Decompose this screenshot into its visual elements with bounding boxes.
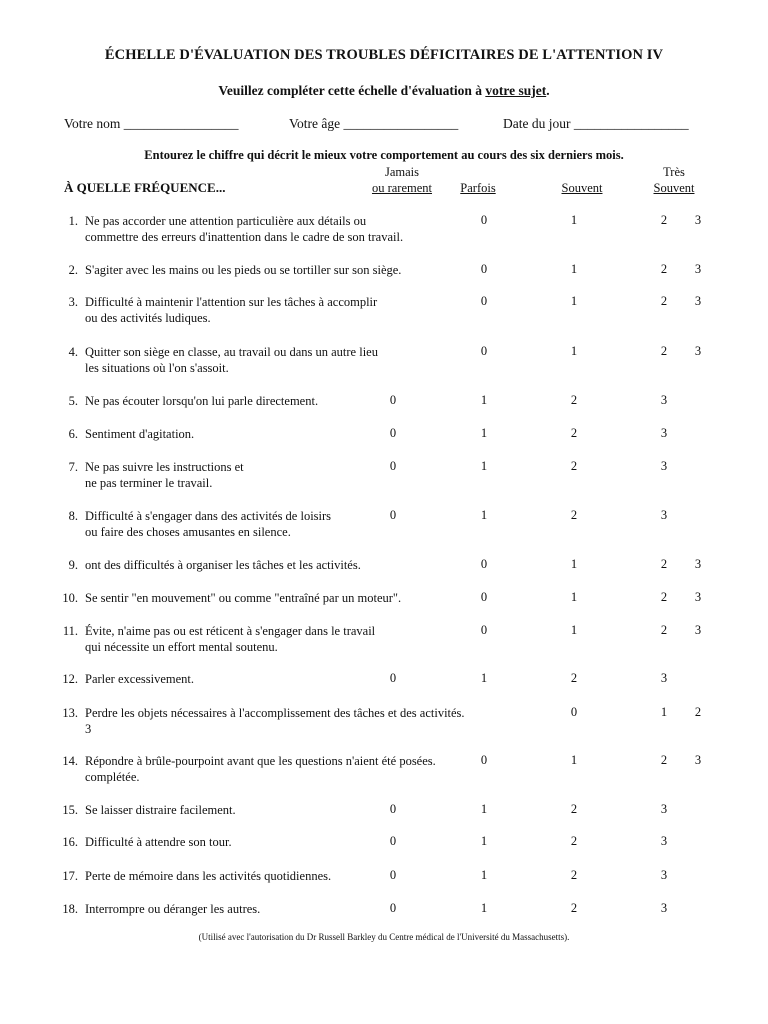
score-option-3[interactable]: 3	[694, 753, 702, 767]
item-number: 18.	[62, 902, 78, 916]
score-option-1[interactable]: 1	[570, 294, 578, 308]
column-header-very-often-top: Très	[663, 165, 685, 179]
score-option-2[interactable]: 2	[694, 705, 702, 719]
column-header-never-top: Jamais	[384, 165, 420, 179]
score-option-1[interactable]: 1	[480, 671, 488, 685]
score-option-1[interactable]: 1	[480, 802, 488, 816]
score-option-3[interactable]: 3	[660, 426, 668, 440]
column-header-very-often-bottom: Souvent	[653, 181, 695, 195]
score-option-2[interactable]: 2	[660, 344, 668, 358]
item-number: 9.	[68, 558, 78, 572]
score-option-0[interactable]: 0	[480, 213, 488, 227]
item-number: 12.	[62, 672, 78, 686]
item-number: 11.	[62, 624, 78, 638]
date-field[interactable]: Date du jour _________________	[503, 116, 689, 131]
item-text-line-2: ou faire des choses amusantes en silence.	[85, 525, 291, 539]
score-option-1[interactable]: 1	[570, 557, 578, 571]
item-text	[85, 868, 331, 884]
score-option-2[interactable]: 2	[570, 393, 578, 407]
score-option-3[interactable]: 3	[694, 623, 702, 637]
item-text-line-2: complétée.	[85, 770, 140, 784]
item-text-line-1: Sentiment d'agitation.	[85, 427, 195, 441]
item-text-line-1: Perte de mémoire dans les activités quotidiennes.	[85, 869, 332, 883]
score-option-1[interactable]: 1	[480, 901, 488, 915]
column-header-sometimes	[448, 180, 508, 196]
score-option-3[interactable]: 3	[694, 590, 702, 604]
score-option-3[interactable]: 3	[660, 802, 668, 816]
item-text-line-1: Se laisser distraire facilement.	[85, 803, 236, 817]
column-header-very-often	[642, 164, 706, 196]
item-text-line-2: qui nécessite un effort mental soutenu.	[85, 640, 278, 654]
instructions: Entourez le chiffre qui décrit le mieux votre comportement au cours des six derniers mois.	[144, 148, 624, 162]
subtitle-suffix: .	[546, 83, 550, 98]
subtitle-underlined: votre sujet	[485, 83, 547, 98]
score-option-3[interactable]: 3	[660, 834, 668, 848]
column-header-never-bottom: ou rarement	[371, 181, 433, 195]
score-option-2[interactable]: 2	[570, 834, 578, 848]
item-number: 5.	[68, 394, 78, 408]
item-number: 8.	[68, 509, 78, 523]
item-number: 15.	[62, 803, 78, 817]
item-number: 3.	[68, 295, 78, 309]
score-option-0[interactable]: 0	[480, 557, 488, 571]
score-option-3[interactable]: 3	[694, 294, 702, 308]
item-text-line-2: ou des activités ludiques.	[85, 311, 211, 325]
item-text	[85, 294, 377, 326]
score-option-0[interactable]: 0	[480, 623, 488, 637]
score-option-2[interactable]: 2	[660, 262, 668, 276]
score-option-0[interactable]: 0	[480, 590, 488, 604]
item-text	[85, 753, 436, 785]
item-text	[85, 426, 194, 442]
item-text	[85, 834, 232, 850]
score-option-0[interactable]: 0	[480, 344, 488, 358]
item-text	[85, 213, 403, 245]
score-option-1[interactable]: 1	[570, 753, 578, 767]
item-number: 2.	[68, 263, 78, 277]
item-text-line-1: Difficulté à s'engager dans des activités de loisirs	[85, 509, 332, 523]
item-text-line-2: ne pas terminer le travail.	[85, 476, 213, 490]
score-option-0[interactable]: 0	[570, 705, 578, 719]
score-option-1[interactable]: 1	[570, 590, 578, 604]
item-text	[85, 262, 401, 278]
age-field[interactable]: Votre âge _________________	[289, 116, 459, 131]
score-option-0[interactable]: 0	[389, 508, 397, 522]
score-option-0[interactable]: 0	[389, 834, 397, 848]
item-text-line-1: Quitter son siège en classe, au travail ou dans un autre lieu	[85, 345, 378, 359]
item-text-line-1: Ne pas écouter lorsqu'on lui parle directement.	[85, 394, 319, 408]
item-text-line-1: Répondre à brûle-pourpoint avant que les questions n'aient été posées.	[85, 754, 436, 768]
item-text-line-2: les situations où l'on s'assoit.	[85, 361, 229, 375]
item-text-line-2: 3	[85, 722, 92, 736]
item-number: 10.	[62, 591, 78, 605]
score-option-3[interactable]: 3	[660, 508, 668, 522]
score-option-2[interactable]: 2	[660, 623, 668, 637]
score-option-3[interactable]: 3	[660, 459, 668, 473]
score-option-3[interactable]: 3	[694, 213, 702, 227]
score-option-1[interactable]: 1	[480, 508, 488, 522]
item-text	[85, 344, 378, 376]
item-number: 4.	[68, 345, 78, 359]
form-subtitle	[0, 83, 768, 99]
score-option-0[interactable]: 0	[389, 868, 397, 882]
score-option-3[interactable]: 3	[660, 393, 668, 407]
item-number: 7.	[68, 460, 78, 474]
score-option-2[interactable]: 2	[570, 868, 578, 882]
item-text	[85, 901, 260, 917]
score-option-2[interactable]: 2	[570, 671, 578, 685]
item-text	[85, 590, 401, 606]
item-text	[85, 705, 465, 737]
item-number: 14.	[62, 754, 78, 768]
item-number: 16.	[62, 835, 78, 849]
column-header-sometimes-label: Parfois	[460, 181, 496, 195]
item-number: 17.	[62, 869, 78, 883]
score-option-3[interactable]: 3	[694, 557, 702, 571]
item-number: 6.	[68, 427, 78, 441]
item-text-line-1: S'agiter avec les mains ou les pieds ou se tortiller sur son siège.	[85, 263, 402, 277]
score-option-1[interactable]: 1	[570, 623, 578, 637]
score-option-0[interactable]: 0	[389, 459, 397, 473]
score-option-2[interactable]: 2	[570, 901, 578, 915]
score-option-1[interactable]: 1	[480, 834, 488, 848]
item-text-line-1: Difficulté à attendre son tour.	[85, 835, 232, 849]
score-option-2[interactable]: 2	[660, 590, 668, 604]
score-option-0[interactable]: 0	[480, 262, 488, 276]
item-text	[85, 393, 318, 409]
item-text	[85, 802, 236, 818]
score-option-2[interactable]: 2	[570, 508, 578, 522]
score-option-2[interactable]: 2	[570, 459, 578, 473]
score-option-2[interactable]: 2	[660, 294, 668, 308]
item-text-line-1: Se sentir "en mouvement" ou comme "entraîné par un moteur".	[85, 591, 402, 605]
score-option-3[interactable]: 3	[694, 344, 702, 358]
item-number: 13.	[62, 706, 78, 720]
footer-credit: (Utilisé avec l'autorisation du Dr Russell Barkley du Centre médical de l'Université du Massachusetts).	[198, 932, 570, 942]
item-text-line-1: Parler excessivement.	[85, 672, 194, 686]
item-text-line-1: ont des difficultés à organiser les tâches et les activités.	[85, 558, 361, 572]
item-text-line-1: Évite, n'aime pas ou est réticent à s'engager dans le travail	[85, 624, 376, 638]
column-header-never	[361, 164, 443, 196]
score-option-0[interactable]: 0	[389, 901, 397, 915]
score-option-1[interactable]: 1	[570, 344, 578, 358]
item-text-line-2: commettre des erreurs d'inattention dans le cadre de son travail.	[85, 230, 404, 244]
score-option-2[interactable]: 2	[570, 802, 578, 816]
score-option-2[interactable]: 2	[660, 557, 668, 571]
item-text	[85, 508, 331, 540]
score-option-1[interactable]: 1	[570, 213, 578, 227]
score-option-1[interactable]: 1	[480, 868, 488, 882]
score-option-3[interactable]: 3	[660, 868, 668, 882]
column-header-often-label: Souvent	[561, 181, 603, 195]
item-text	[85, 623, 375, 655]
item-text	[85, 557, 361, 573]
form-title: ÉCHELLE D'ÉVALUATION DES TROUBLES DÉFICITAIRES DE L'ATTENTION IV	[104, 47, 664, 63]
item-text	[85, 459, 244, 491]
score-option-0[interactable]: 0	[480, 753, 488, 767]
item-text-line-1: Ne pas suivre les instructions et	[85, 460, 244, 474]
score-option-3[interactable]: 3	[660, 671, 668, 685]
item-text	[85, 671, 194, 687]
score-option-3[interactable]: 3	[694, 262, 702, 276]
score-option-0[interactable]: 0	[389, 671, 397, 685]
score-option-1[interactable]: 1	[660, 705, 668, 719]
frequency-header: À QUELLE FRÉQUENCE...	[64, 180, 226, 195]
score-option-0[interactable]: 0	[389, 426, 397, 440]
score-option-1[interactable]: 1	[480, 393, 488, 407]
score-option-0[interactable]: 0	[389, 393, 397, 407]
score-option-3[interactable]: 3	[660, 901, 668, 915]
item-text-line-1: Ne pas accorder une attention particulière aux détails ou	[85, 214, 367, 228]
score-option-2[interactable]: 2	[660, 213, 668, 227]
name-field[interactable]: Votre nom _________________	[64, 116, 239, 131]
score-option-1[interactable]: 1	[570, 262, 578, 276]
subtitle-prefix: Veuillez compléter cette échelle d'évaluation à	[218, 83, 486, 98]
item-text-line-1: Perdre les objets nécessaires à l'accomplissement des tâches et des activités.	[85, 706, 465, 720]
score-option-1[interactable]: 1	[480, 459, 488, 473]
item-text-line-1: Interrompre ou déranger les autres.	[85, 902, 261, 916]
score-option-2[interactable]: 2	[660, 753, 668, 767]
column-header-often	[552, 180, 612, 196]
item-text-line-1: Difficulté à maintenir l'attention sur les tâches à accomplir	[85, 295, 378, 309]
score-option-2[interactable]: 2	[570, 426, 578, 440]
score-option-0[interactable]: 0	[389, 802, 397, 816]
score-option-0[interactable]: 0	[480, 294, 488, 308]
score-option-1[interactable]: 1	[480, 426, 488, 440]
item-number: 1.	[68, 214, 78, 228]
